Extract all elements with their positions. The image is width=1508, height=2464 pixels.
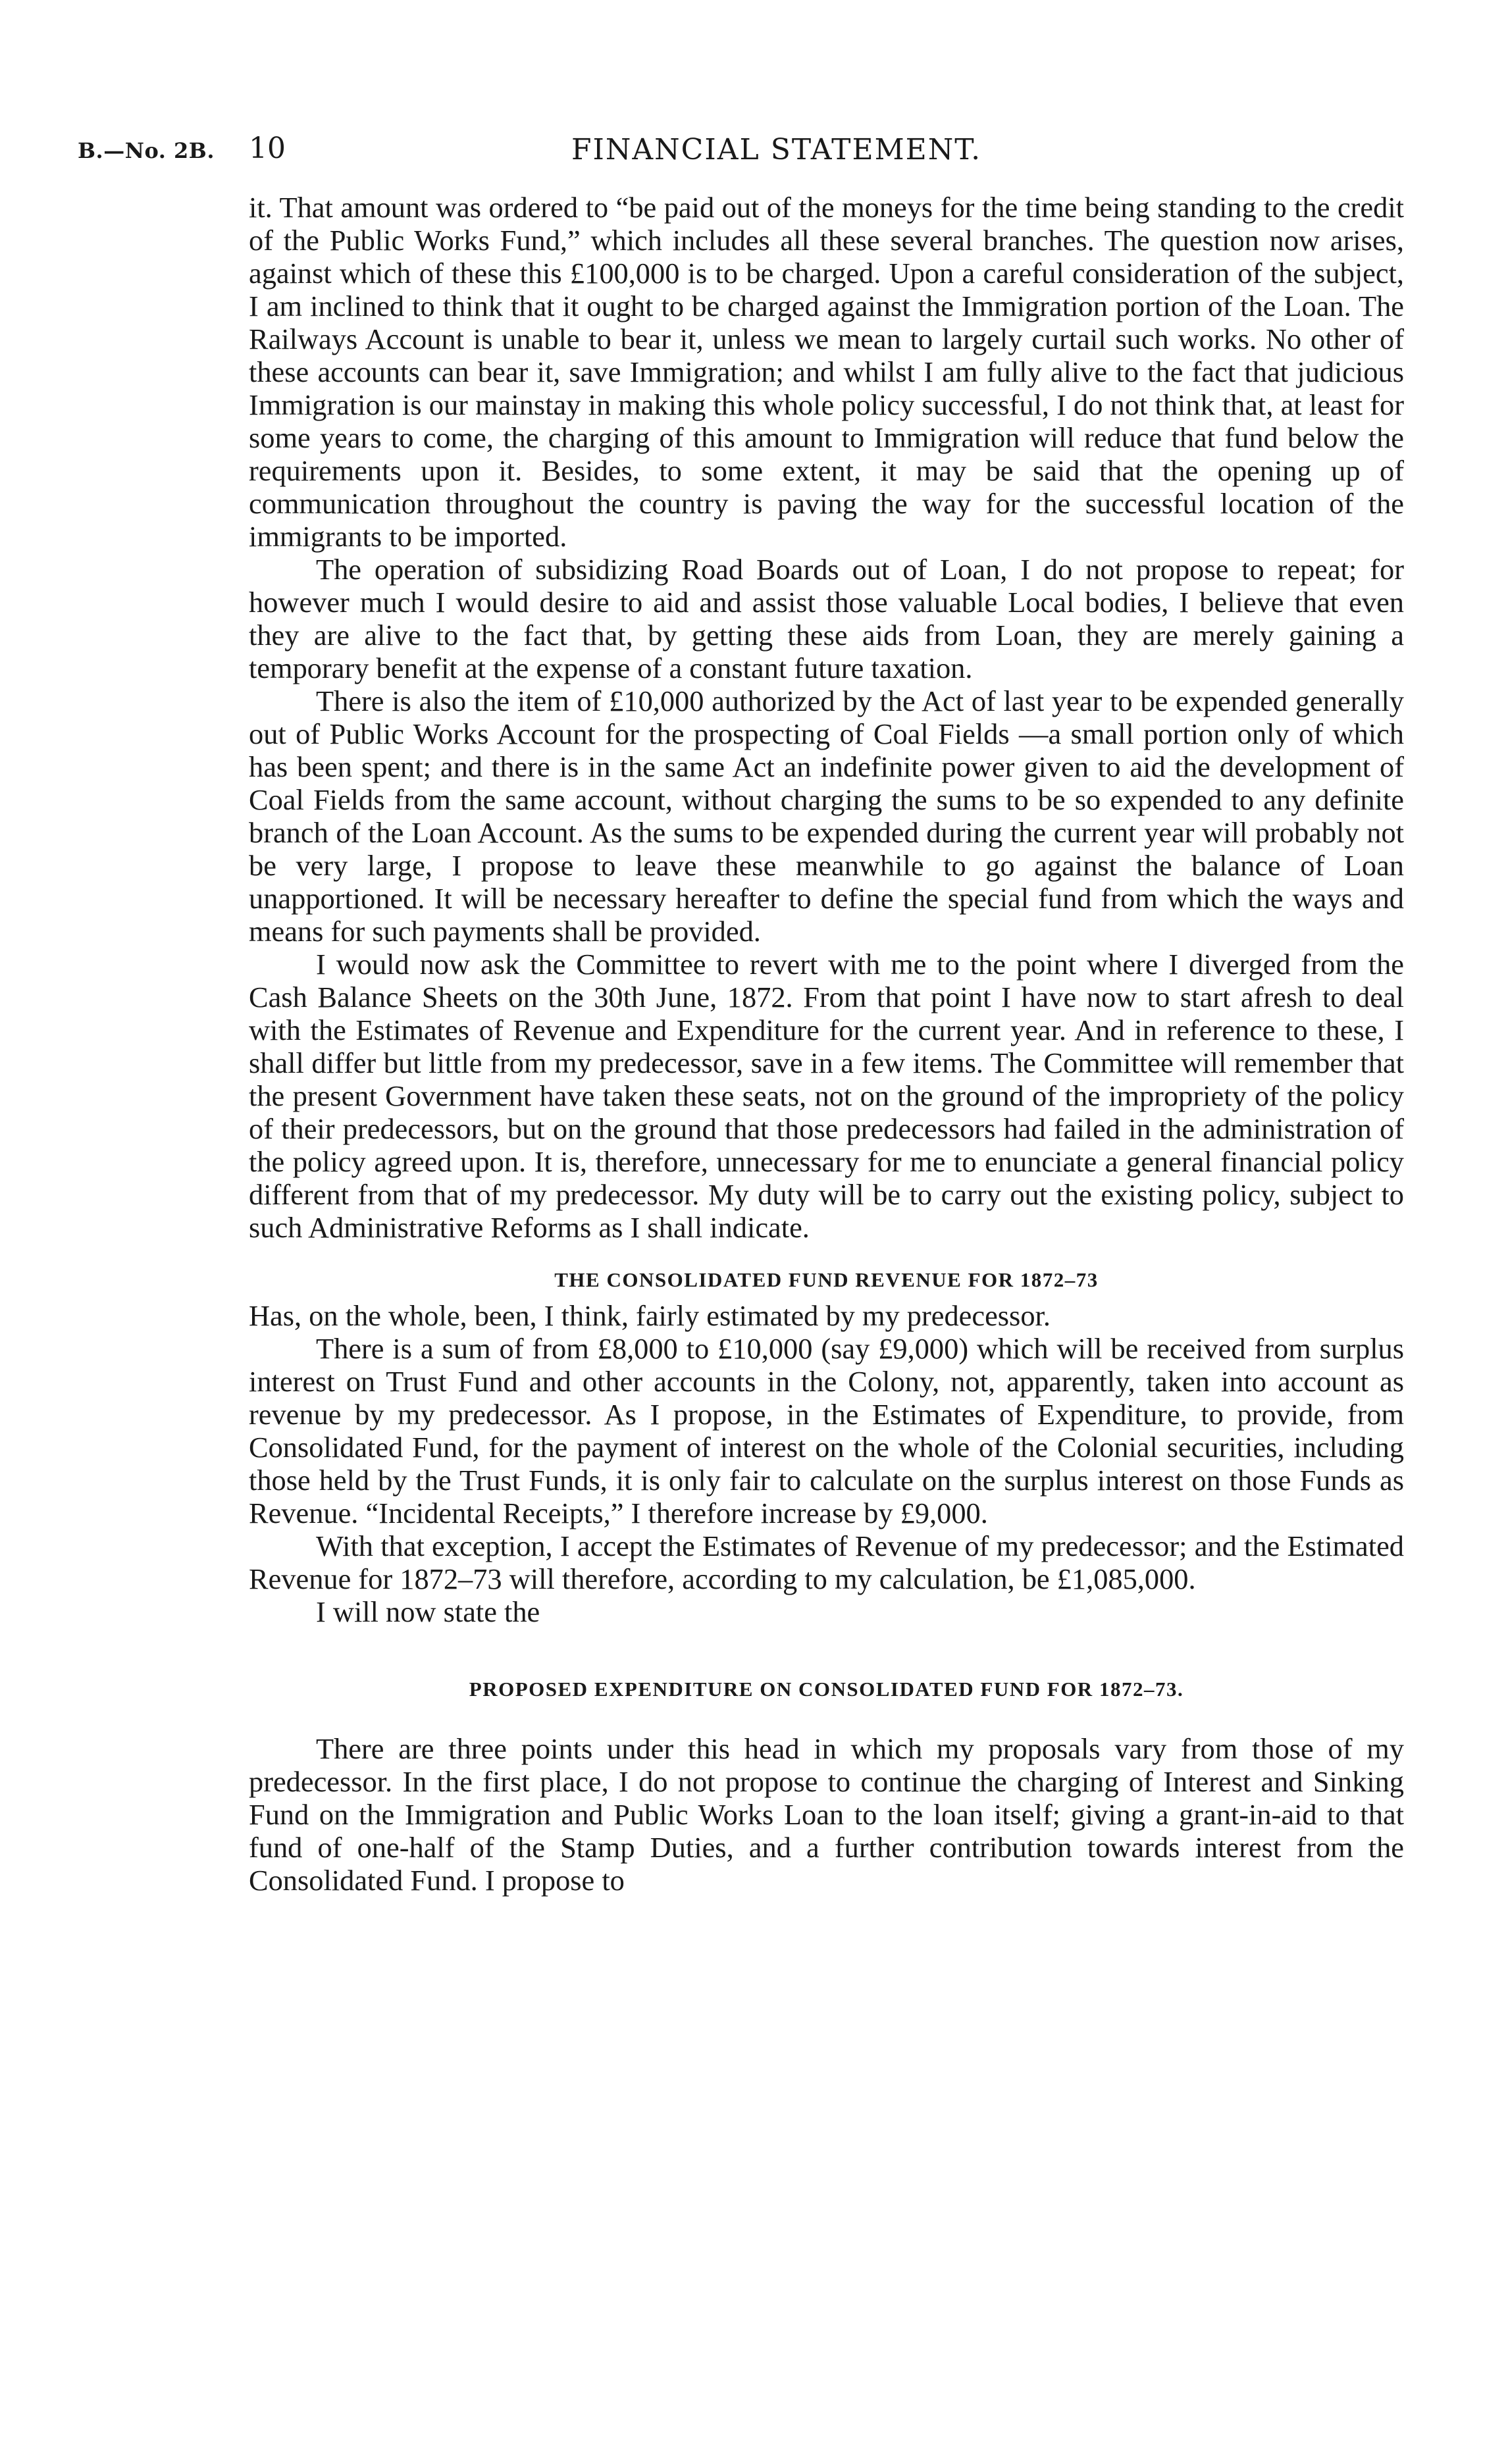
document-reference: B.—No. 2B.: [78, 138, 215, 163]
running-header: [0, 132, 1508, 171]
section-heading-revenue: THE CONSOLIDATED FUND REVENUE FOR 1872–73: [554, 1268, 1099, 1291]
paragraph-revenue-estimate: Has, on the whole, been, I think, fairly estimated by my predecessor.: [249, 1299, 1051, 1332]
paragraph-continuation: it. That amount was ordered to “be paid out of the moneys for the time being standing to the credit of the Public Works Fund,” which includes all these several branches. The question now arises, against which of these this £100,000 is to be charged. Upon a careful consideration of the subject, I am inclined to think that it ought to be charged against the Immigration portion of the Loan. The Railways Account is unable to bear it, unless we mean to largely curtail such works. No other of these accounts can bear it, save Immigration; and whilst I am fully alive to the fact that judicious Immigration is our mainstay in making this whole policy successful, I do not think that, at least for some years to come, the charging of this amount to Immigration will reduce that fund below the requirements upon it. Besides, to some extent, it may be said that the opening up of communication throughout the country is paving the way for the successful location of the immigrants to be imported.: [249, 191, 1404, 553]
paragraph-committee: I would now ask the Committee to revert with me to the point where I diverged from the Cash Balance Sheets on the 30th June, 1872. From that point I have now to start afresh to deal with the Estimates of Revenue and Expenditure for the current year. And in reference to these, I shall differ but little from my predecessor, save in a few items. The Committee will remember that the present Government have taken these seats, not on the ground of the impropriety of the policy of their predecessors, but on the ground that those predecessors had failed in the administration of the policy agreed upon. It is, therefore, unnecessary for me to enunciate a general financial policy different from that of my predecessor. My duty will be to carry out the existing policy, subject to such Administrative Reforms as I shall indicate.: [249, 948, 1404, 1244]
paragraph-lead-in: I will now state the: [316, 1595, 540, 1628]
paragraph-estimated-revenue: With that exception, I accept the Estimates of Revenue of my predecessor; and the Estimated Revenue for 1872–73 will therefore, according to my calculation, be £1,085,000.: [249, 1529, 1404, 1595]
page-number: 10: [249, 132, 286, 165]
running-title: FINANCIAL STATEMENT.: [571, 133, 982, 167]
paragraph-expenditure: There are three points under this head in which my proposals vary from those of my predecessor. In the first place, I do not propose to continue the charging of Interest and Sinking Fund on the Immigration and Public Works Loan to the loan itself; giving a grant-in-aid to that fund of one-half of the Stamp Duties, and a further contribution towards interest from the Consolidated Fund. I propose to: [249, 1732, 1404, 1897]
section-heading-expenditure: PROPOSED EXPENDITURE ON CONSOLIDATED FUND FOR 1872–73.: [469, 1678, 1184, 1701]
paragraph-road-boards: The operation of subsidizing Road Boards out of Loan, I do not propose to repeat; for however much I would desire to aid and assist those valuable Local bodies, I believe that even they are alive to the fact that, by getting these aids from Loan, they are merely gaining a temporary benefit at the expense of a constant future taxation.: [249, 553, 1404, 684]
paragraph-coal-fields: There is also the item of £10,000 authorized by the Act of last year to be expended generally out of Public Works Account for the prospecting of Coal Fields —a small portion only of which has been spent; and there is in the same Act an indefinite power given to aid the development of Coal Fields from the same account, without charging the sums to be so expended to any definite branch of the Loan Account. As the sums to be expended during the current year will probably not be very large, I propose to leave these meanwhile to go against the balance of Loan unapportioned. It will be necessary hereafter to define the special fund from which the ways and means for such payments shall be provided.: [249, 684, 1404, 948]
body-text: [249, 191, 1404, 1897]
paragraph-surplus-interest: There is a sum of from £8,000 to £10,000 (say £9,000) which will be received from surplus interest on Trust Fund and other accounts in the Colony, not, apparently, taken into account as revenue by my predecessor. As I propose, in the Estimates of Expenditure, to provide, from Consolidated Fund, for the payment of interest on the whole of the Colonial securities, including those held by the Trust Funds, it is only fair to calculate on the surplus interest on those Funds as Revenue. “Incidental Receipts,” I therefore increase by £9,000.: [249, 1332, 1404, 1529]
